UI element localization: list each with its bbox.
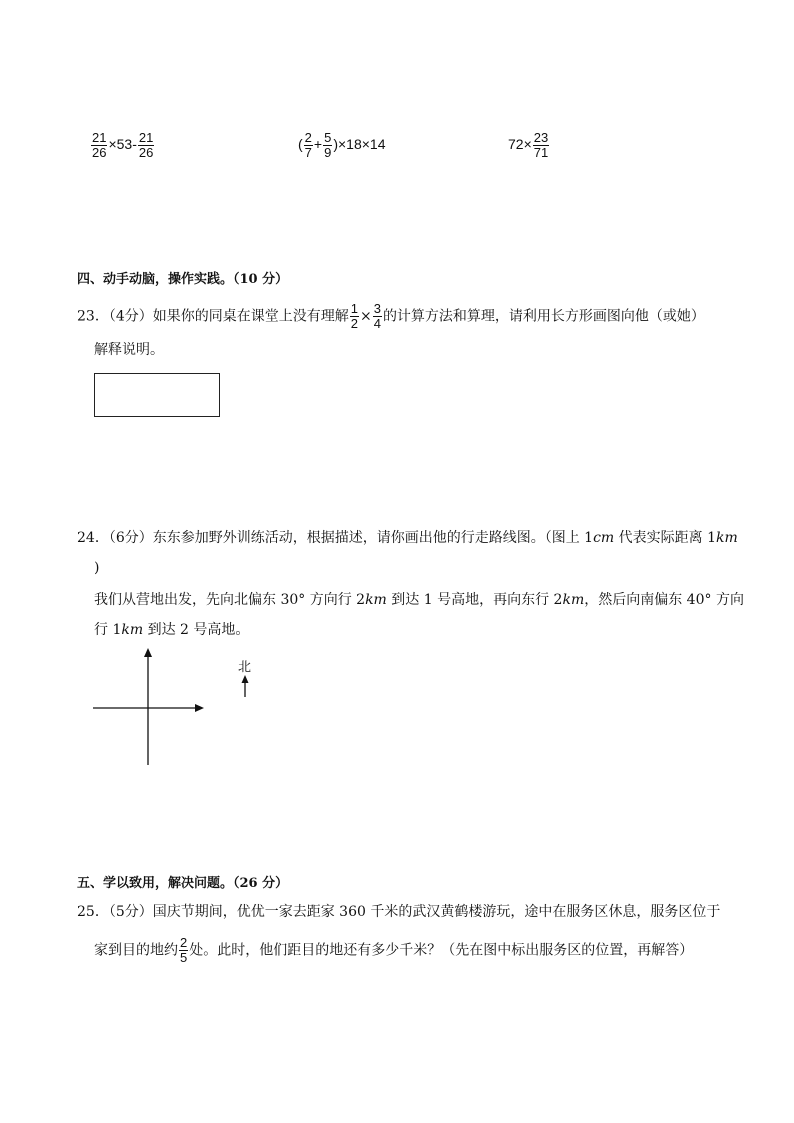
fraction: $\frac{5}{9}$ xyxy=(324,130,332,160)
question-25-line-1: 25．（5分）国庆节期间，优优一家去距家 360 千米的武汉黄鹤楼游玩，途中在服务区休息，服务区位于 xyxy=(77,904,721,920)
fraction: $\frac{21}{26}$ xyxy=(138,130,154,160)
expression-3: 72× $\frac{23}{71}$ xyxy=(508,130,549,160)
section-heading: 五、学以致用，解决问题。（26 分） xyxy=(77,876,289,891)
fraction: $\frac{3}{4}$ xyxy=(373,301,381,331)
vertical-axis-arrow xyxy=(144,648,152,657)
section-heading: 四、动手动脑，操作实践。（10 分） xyxy=(77,272,289,287)
question-24-line-1: 24．（6分）东东参加野外训练活动，根据描述，请你画出他的行走路线图。（图上 1cm 代表实际距离 1km xyxy=(77,530,738,546)
question-23-line-1: 23．（4分）如果你的同桌在课堂上没有理解 $\frac{1}{2}$ × $\frac{3}{4}$ 的计算方法和算理，请利用长方形画图向他（或她） xyxy=(77,301,705,331)
fraction: $\frac{23}{71}$ xyxy=(533,130,549,160)
question-24-line-3: 行 1km 到达 2 号高地。 xyxy=(94,622,250,638)
north-label: 北 xyxy=(238,660,252,675)
fraction: $\frac{1}{2}$ xyxy=(350,301,358,331)
question-23-line-2: 解释说明。 xyxy=(94,342,164,358)
horizontal-axis-arrow xyxy=(195,704,204,712)
north-arrow-icon xyxy=(242,675,249,683)
fraction: $\frac{21}{26}$ xyxy=(92,130,107,160)
fraction: $\frac{2}{7}$ xyxy=(304,130,312,160)
question-24-line-2: 我们从营地出发，先向北偏东 30° 方向行 2km 到达 1 号高地，再向东行 2km，然后向南偏东 40° 方向 xyxy=(94,592,744,608)
question-24-line-1-close: ) xyxy=(94,560,100,576)
expression-1: $\frac{21}{26}$ ×53- $\frac{21}{26}$ xyxy=(92,130,154,160)
fraction: $\frac{2}{5}$ xyxy=(180,935,188,965)
question-25-line-2: 家到目的地约 $\frac{2}{5}$ 处。此时，他们距目的地还有多少千米？（先在图中标出服务区的位置，再解答） xyxy=(94,935,694,965)
expression-2: ( $\frac{2}{7}$ + $\frac{5}{9}$ )×18×14 xyxy=(298,130,386,160)
answer-rectangle xyxy=(94,373,220,417)
